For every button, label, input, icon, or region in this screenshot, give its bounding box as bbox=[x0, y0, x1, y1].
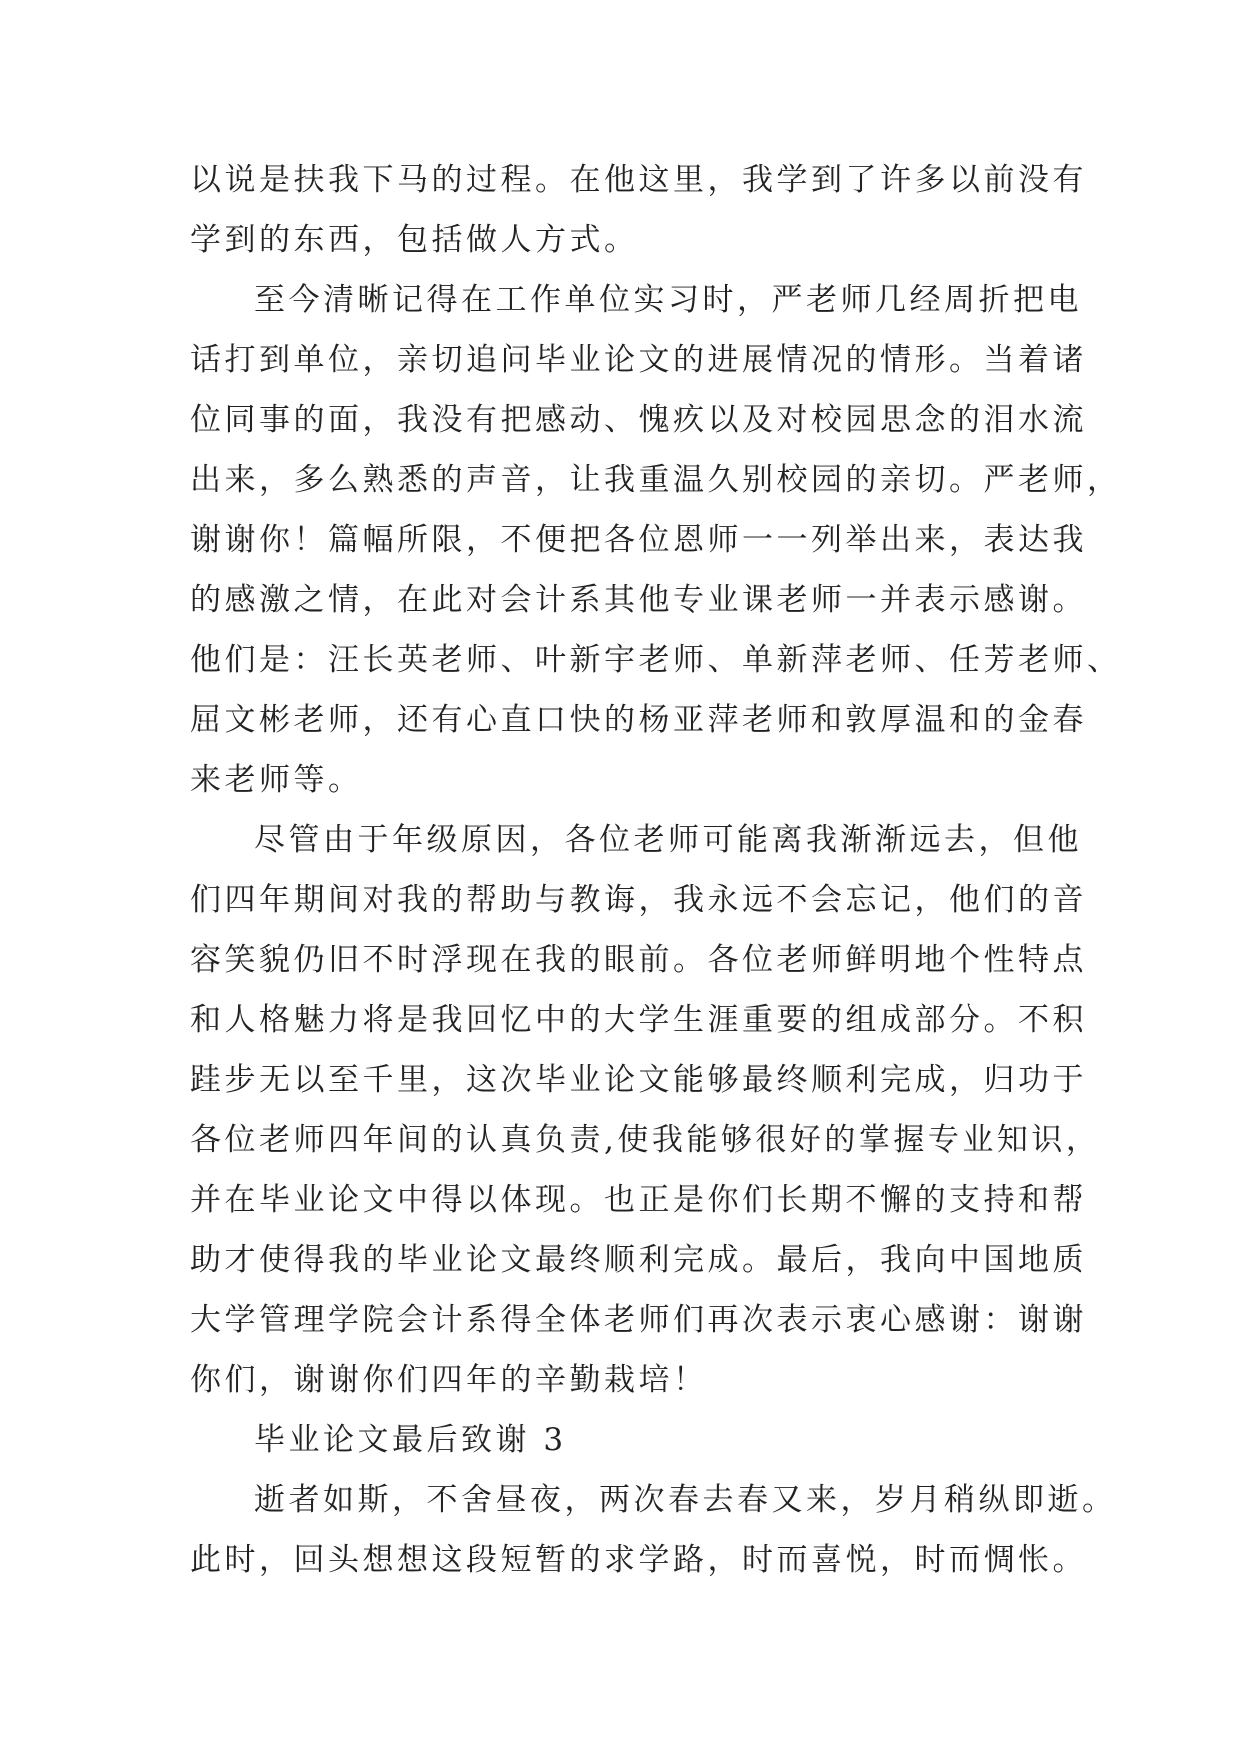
text-line: 位同事的面，我没有把感动、愧疚以及对校园思念的泪水流 bbox=[190, 402, 1087, 438]
paragraph-start-line: 至今清晰记得在工作单位实习时，严老师几经周折把电 bbox=[254, 282, 1082, 318]
text-line: 容笑貌仍旧不时浮现在我的眼前。各位老师鲜明地个性特点 bbox=[190, 942, 1087, 978]
text-line: 你们，谢谢你们四年的辛勤栽培！ bbox=[190, 1362, 708, 1398]
text-line: 的感激之情，在此对会计系其他专业课老师一并表示感谢。 bbox=[190, 582, 1087, 618]
text-line: 助才使得我的毕业论文最终顺利完成。最后，我向中国地质 bbox=[190, 1242, 1087, 1278]
text-line: 屈文彬老师，还有心直口快的杨亚萍老师和敦厚温和的金春 bbox=[190, 702, 1087, 738]
text-line: 谢谢你！篇幅所限，不便把各位恩师一一列举出来，表达我 bbox=[190, 522, 1087, 558]
text-line: 话打到单位，亲切追问毕业论文的进展情况的情形。当着诸 bbox=[190, 342, 1087, 378]
text-line: 此时，回头想想这段短暂的求学路，时而喜悦，时而惆怅。 bbox=[190, 1542, 1087, 1578]
text-line: 并在毕业论文中得以体现。也正是你们长期不懈的支持和帮 bbox=[190, 1182, 1087, 1218]
text-line: 和人格魅力将是我回忆中的大学生涯重要的组成部分。不积 bbox=[190, 1002, 1087, 1038]
text-line: 以说是扶我下马的过程。在他这里，我学到了许多以前没有 bbox=[190, 162, 1087, 198]
paragraph-start-line: 尽管由于年级原因，各位老师可能离我渐渐远去，但他 bbox=[254, 822, 1082, 858]
text-line: 大学管理学院会计系得全体老师们再次表示衷心感谢：谢谢 bbox=[190, 1302, 1087, 1338]
section-heading: 毕业论文最后致谢 3 bbox=[254, 1422, 567, 1458]
text-line: 出来，多么熟悉的声音，让我重温久别校园的亲切。严老师， bbox=[190, 462, 1122, 498]
text-line: 跬步无以至千里，这次毕业论文能够最终顺利完成，归功于 bbox=[190, 1062, 1087, 1098]
text-line: 各位老师四年间的认真负责,使我能够很好的掌握专业知识， bbox=[190, 1122, 1101, 1158]
text-line: 他们是：汪长英老师、叶新宇老师、单新萍老师、任芳老师、 bbox=[190, 642, 1122, 678]
text-line: 来老师等。 bbox=[190, 762, 363, 798]
paragraph-start-line: 逝者如斯，不舍昼夜，两次春去春又来，岁月稍纵即逝。 bbox=[254, 1482, 1117, 1518]
document-page bbox=[190, 150, 1122, 1590]
text-line: 们四年期间对我的帮助与教诲，我永远不会忘记，他们的音 bbox=[190, 882, 1087, 918]
text-line: 学到的东西，包括做人方式。 bbox=[190, 222, 639, 258]
